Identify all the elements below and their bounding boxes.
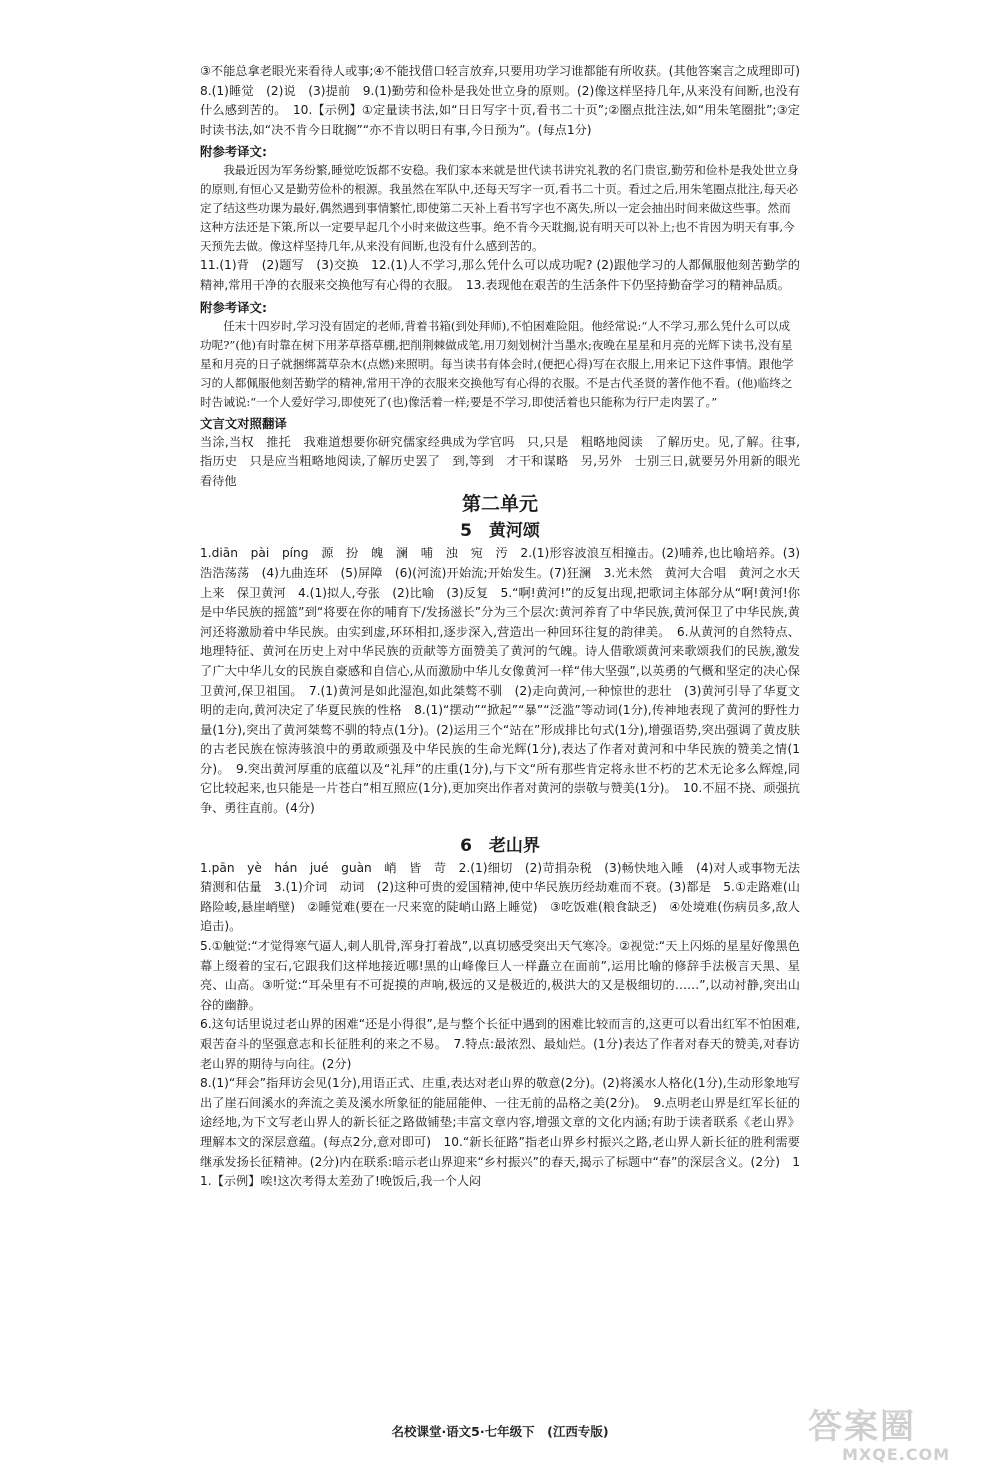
reference-translation-title: 附参考译文:: [200, 299, 267, 315]
watermark-logo: 答案圈: [808, 1407, 916, 1447]
reference-translation-title: 附参考译文:: [200, 144, 267, 160]
watermark: [808, 1408, 990, 1464]
lesson-answers: 6.这句话里说过老山界的困难“还是小得很”,是与整个长征中遇到的困难比较而言的,这更可以看出红军不怕困难,艰苦奋斗的坚强意志和长征胜利的来之不易。 7.特点:最浓烈、最灿烂。(1分)表达了作者对春天的赞美,对春访老山界的期待与向往。(2分): [200, 1017, 800, 1071]
lesson-answers: 1.pān yè hán jué guàn 峭 皆 苛 2.(1)细切 (2)苛捐杂税 (3)畅快地入睡 (4)对人或事物无法猜测和估量 3.(1)介词 动词 (2)这种可贵的爱国精神,使中华民族历经劫难而不衰。(3)都是 5.①走路难(山路险峻,悬崖峭壁) ②睡觉难(要在一尺来宽的陡峭山路上睡觉) ③吃饭难(粮食缺乏) ④处境难(伤病员多,敌人追击)。: [200, 860, 800, 934]
lesson-answers: 5.①触觉:“才觉得寒气逼人,刺人肌骨,浑身打着战”,以真切感受突出天气寒冷。②视觉:“天上闪烁的星星好像黑色幕上缀着的宝石,它跟我们这样地接近哪!黑的山峰像巨人一样矗立在面前”,运用比喻的修辞手法极言天黑、星亮、山高。③听觉:“耳朵里有不可捉摸的声响,极远的又是极近的,极洪大的又是极细切的……”,以动衬静,突出山谷的幽静。: [200, 939, 800, 1012]
lesson-answers: 1.diān pài píng 源 扮 魄 澜 哺 浊 宛 汚 2.(1)形容波浪互相撞击。(2)哺养,也比喻培养。(3)浩浩荡荡 (4)九曲连环 (5)屏障 (6)(河流)开始流;开始发生。(7)狂澜 3.光未然 黄河大合唱 黄河之水天上来 保卫黄河 4.(1)拟人,夸张 (2)比喻 (3)反复 5.“啊!黄河!”的反复出现,把歌词主体部分从“啊!黄河!你是中华民族的摇篮”到“将要在你的哺育下/发扬滋长”分为三个层次:黄河养育了中华民族,黄河保卫了中华民族,黄河还将激励着中华民族。由实到虚,环环相扣,逐步深入,营造出一种回环往复的韵律美。 6.从黄河的自然特点、地理特征、黄河在历史上对中华民族的贡献等方面赞美了黄河的气魄。诗人借歌颂黄河来歌颂我们的民族,激发了广大中华儿女的民族自豪感和自信心,从而激励中华儿女像黄河一样“伟大坚强”,以英勇的气概和坚定的决心保卫黄河,保卫祖国。 7.(1)黄河是如此湿泡,如此桀骜不驯 (2)走向黄河,一种惊世的悲壮 (3)黄河引导了华夏文明的走向,黄河决定了华夏民族的性格 8.(1)“摆动”“掀起”“暴”“泛滥”等动词(1分),传神地表现了黄河的野性力量(1分),突出了黄河桀骜不驯的特点(1分)。(2)运用三个“站在”形成排比句式(1分),增强语势,突出强调了黄皮肤的古老民族在惊涛骇浪中的勇敢顽强及中华民族的生命光辉(1分),表达了作者对黄河和中华民族的赞美之情(1分)。 9.突出黄河厚重的底蕴以及“礼拜”的庄重(1分),与下文“所有那些肯定将永世不朽的艺术无论多么辉煌,同它比较起来,也只能是一片苍白”相互照应(1分),更加突出作者对黄河的崇敬与赞美(1分)。 10.不屈不挠、顽强抗争、勇往直前。(4分): [200, 546, 800, 816]
classical-comparison-title: 文言文对照翻译: [200, 415, 287, 431]
lesson-title: 6 老山界: [460, 835, 540, 856]
answer-paragraph: 11.(1)背 (2)题写 (3)交换 12.(1)人不学习,那么凭什么可以成功呢? (2)跟他学习的人都佩服他刻苦勤学的精神,常用干净的衣服来交换他写有心得的衣服。 13.表现他在艰苦的生活条件下仍坚持勤奋学习的精神品质。: [200, 258, 800, 292]
lesson-title: 5 黄河颂: [460, 521, 540, 542]
unit-title: 第二单元: [461, 493, 538, 516]
reference-translation-text: 任末十四岁时,学习没有固定的老师,背着书箱(到处拜师),不怕困难险阻。他经常说:“人不学习,那么凭什么可以成功呢?”(他)有时靠在树下用茅草搭草棚,把削荆棘做成笔,用刀刻划树汁当墨水;夜晚在星星和月亮的光辉下读书,没有星星和月亮的日子就捆绑蒿草杂木(点燃)来照明。每当读书有体会时,(便把心得)写在衣服上,用来记下这件事情。跟他学习的人都佩服他刻苦勤学的精神,常用干净的衣服来交换他写有心得的衣服。不是古代圣贤的著作他不看。(他)临终之时告诫说:“一个人爱好学习,即使死了(也)像活着一样;要是不学习,即使活着也只能称为行尸走肉罢了。”: [200, 318, 794, 409]
top-answers: [200, 62, 813, 140]
answer-page: [200, 62, 813, 1192]
lesson-answers: 8.(1)“拜会”指拜访会见(1分),用语正式、庄重,表达对老山界的敬意(2分)。(2)将溪水人格化(1分),生动形象地写出了崖石间溪水的奔流之美及溪水所象征的能屈能伸、一往无前的品格之美(2分)。 9.点明老山界是红军长征的途经地,为下文写老山界人的新长征之路做铺垫;丰富文章内容,增强文章的文化内涵;有助于读者联系《老山界》理解本文的深层意蕴。(每点2分,意对即可) 10.“新长征路”指老山界乡村振兴之路,老山界人新长征的胜利需要继承发扬长征精神。(2分)内在联系:暗示老山界迎来“乡村振兴”的春天,揭示了标题中“春”的深层含义。(2分) 11.【示例】唉!这次考得太差劲了!晚饭后,我一个人闷: [200, 1076, 800, 1189]
classical-comparison-text: 当涂,当权 推托 我难道想要你研究儒家经典成为学官吗 只,只是 粗略地阅读 了解历史。见,了解。往事,指历史 只是应当粗略地阅读,了解历史罢了 到,等到 才干和谋略 另,另外 士别三日,就要另外用新的眼光看待他: [200, 434, 800, 488]
page-footer: 名校课堂·语文5·七年级下 (江西专版): [391, 1424, 609, 1439]
reference-translation-text: 我最近因为军务纷繁,睡觉吃饭都不安稳。我们家本来就是世代读书讲究礼教的名门贵宦,勤劳和俭朴是我处世立身的原则,有恒心又是勤劳俭朴的根源。我虽然在军队中,还每天写字一页,看书二十页。看过之后,用朱笔圈点批注,每天必定了结这些功课为最好,偶然遇到事情繁忙,即使第二天补上看书写字也不离失,所以一定会抽出时间来做这些事。然而这种方法还是下策,所以一定要早起几个小时来做这些事。绝不肯今天耽搁,说有明天可以补上;也不肯因为明天有事,今天预先去做。像这样坚持几年,从来没有间断,也没有什么感到苦的。: [200, 163, 799, 254]
answer-paragraph: ③不能总拿老眼光来看待人或事;④不能找借口轻言放弃,只要用功学习谁都能有所收获。(其他答案言之成理即可) 8.(1)睡觉 (2)说 (3)提前 9.(1)勤劳和俭朴是我处世立身的原则。(2)像这样坚持几年,从来没有间断,也没有什么感到苦的。 10.【示例】①定量读书法,如“日日写字十页,看书二十页”;②圈点批注法,如“用朱笔圈批”;③定时读书法,如“决不肯今日耽搁”“亦不肯以明日有事,今日预为”。(每点1分): [200, 64, 813, 137]
watermark-url: MXQE.COM: [842, 1445, 951, 1464]
